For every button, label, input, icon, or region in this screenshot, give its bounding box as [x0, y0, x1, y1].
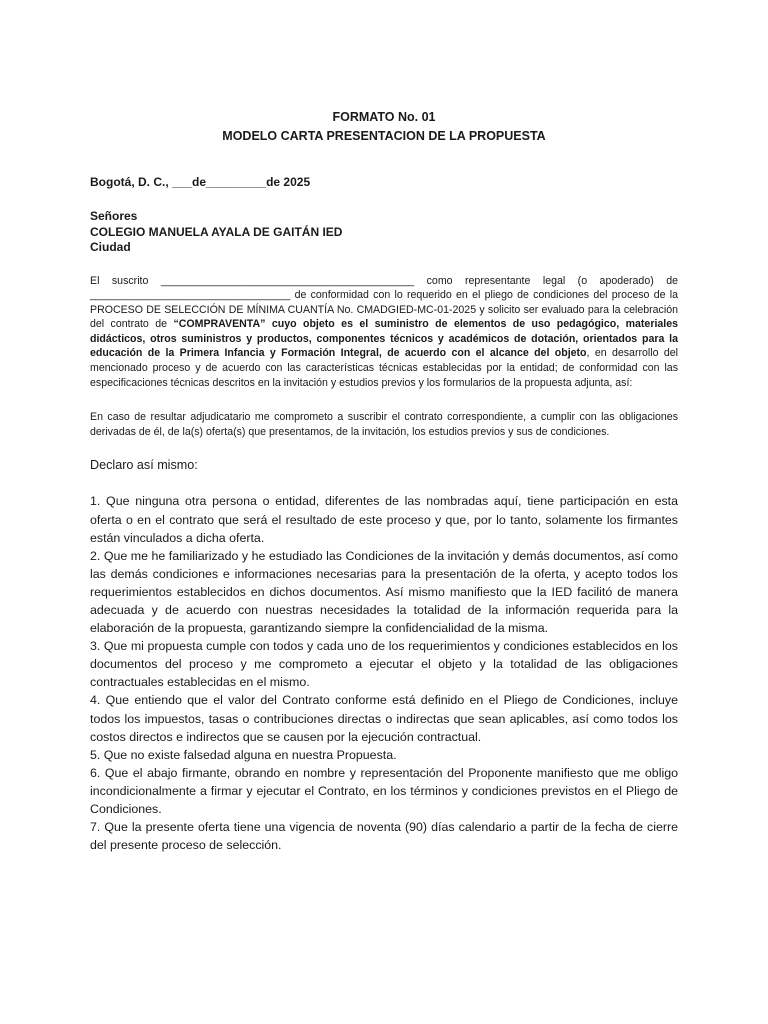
declaration-heading: Declaro así mismo: — [90, 458, 198, 473]
declaration-list — [90, 492, 678, 854]
institution-name: COLEGIO MANUELA AYALA DE GAITÁN IED — [90, 224, 343, 239]
contract-object-text: “COMPRAVENTA” cuyo objeto es el suministro de elementos de uso pedagógico, materiales didácticos, otros suministros y productos, componentes técnicos y académicos de dotación, orientados para la educación de la Primera Infancia y Formación Integral, de acuerdo con el alcance del objeto — [90, 318, 679, 360]
format-number-title: FORMATO No. 01 — [332, 110, 436, 124]
addressee-block — [90, 209, 678, 256]
declaration-item-5: 5. Que no existe falsedad alguna en nuestra Propuesta. — [90, 747, 397, 762]
declaration-item-6: 6. Que el abajo firmante, obrando en nombre y representación del Proponente manifiesto que me obligo incondicionalmente a firmar y ejecutar el Contrato, en los términos y condiciones previstos en el Pliego de Condiciones. — [90, 765, 678, 817]
document-page — [90, 108, 678, 854]
presentation-rest-text: , en desarrollo del mencionado proceso y de acuerdo con las características técnicas establecidas por la entidad; de conformidad con las especificaciones técnicas descritos en la invitación y estudios previos y los formularios de la propuesta adjunta, así: — [90, 347, 678, 389]
salutation: Señores — [90, 209, 138, 223]
model-letter-title: MODELO CARTA PRESENTACION DE LA PROPUESTA — [222, 129, 546, 143]
presentation-intro-text: El suscrito ___________________________________________ como representante legal (o apoderado) de __________________________________ de conformidad con lo requerido en el pliego de condiciones del proceso de la PROCESO DE SELECCIÓN DE MÍNIMA CUANTÍA No. CMADGIED-MC-01-2025 y solicito ser evaluado para la celebración del contrato de — [90, 274, 678, 331]
declaration-item-7: 7. Que la presente oferta tiene una vigencia de noventa (90) días calendario a partir de la fecha de cierre del presente proceso de selección. — [90, 820, 678, 853]
presentation-paragraph — [90, 274, 678, 391]
date-line: Bogotá, D. C., ___de_________de 2025 — [90, 175, 311, 189]
declaration-item-2: 2. Que me he familiarizado y he estudiado las Condiciones de la invitación y demás documentos, así como las demás condiciones e informaciones necesarias para la presentación de la oferta, y acepto todos los requerimientos establecidos en dichos documentos. Así mismo manifiesto que la IED facilitó de manera adecuada y de acuerdo con nuestras necesidades la totalidad de la información requerida para la elaboración de la propuesta, garantizando siempre la confidencialidad de la misma. — [90, 548, 678, 636]
document-header — [90, 108, 678, 146]
declaration-item-1: 1. Que ninguna otra persona o entidad, diferentes de las nombradas aquí, tiene participación en esta oferta o en el contrato que será el resultado de este proceso y que, por lo tanto, solamente los firmantes están vinculados a dicha oferta. — [90, 494, 678, 545]
declaration-item-4: 4. Que entiendo que el valor del Contrato conforme está definido en el Pliego de Condiciones, incluye todos los impuestos, tasas o contribuciones directas o indirectas que sean aplicables, así como todos los costos directos e indirectos que se causen por la ejecución contractual. — [90, 693, 678, 744]
declaration-item-3: 3. Que mi propuesta cumple con todos y cada uno de los requerimientos y condiciones establecidos en los documentos del proceso y me comprometo a ejecutar el objeto y la totalidad de las obligaciones contractuales establecidas en el mismo. — [90, 639, 678, 690]
commitment-paragraph: En caso de resultar adjudicatario me comprometo a suscribir el contrato correspondiente, a cumplir con las obligaciones derivadas de él, de la(s) oferta(s) que presentamos, de la invitación, los estudios previos y sus de condiciones. — [90, 411, 678, 438]
city-label: Ciudad — [90, 240, 131, 254]
